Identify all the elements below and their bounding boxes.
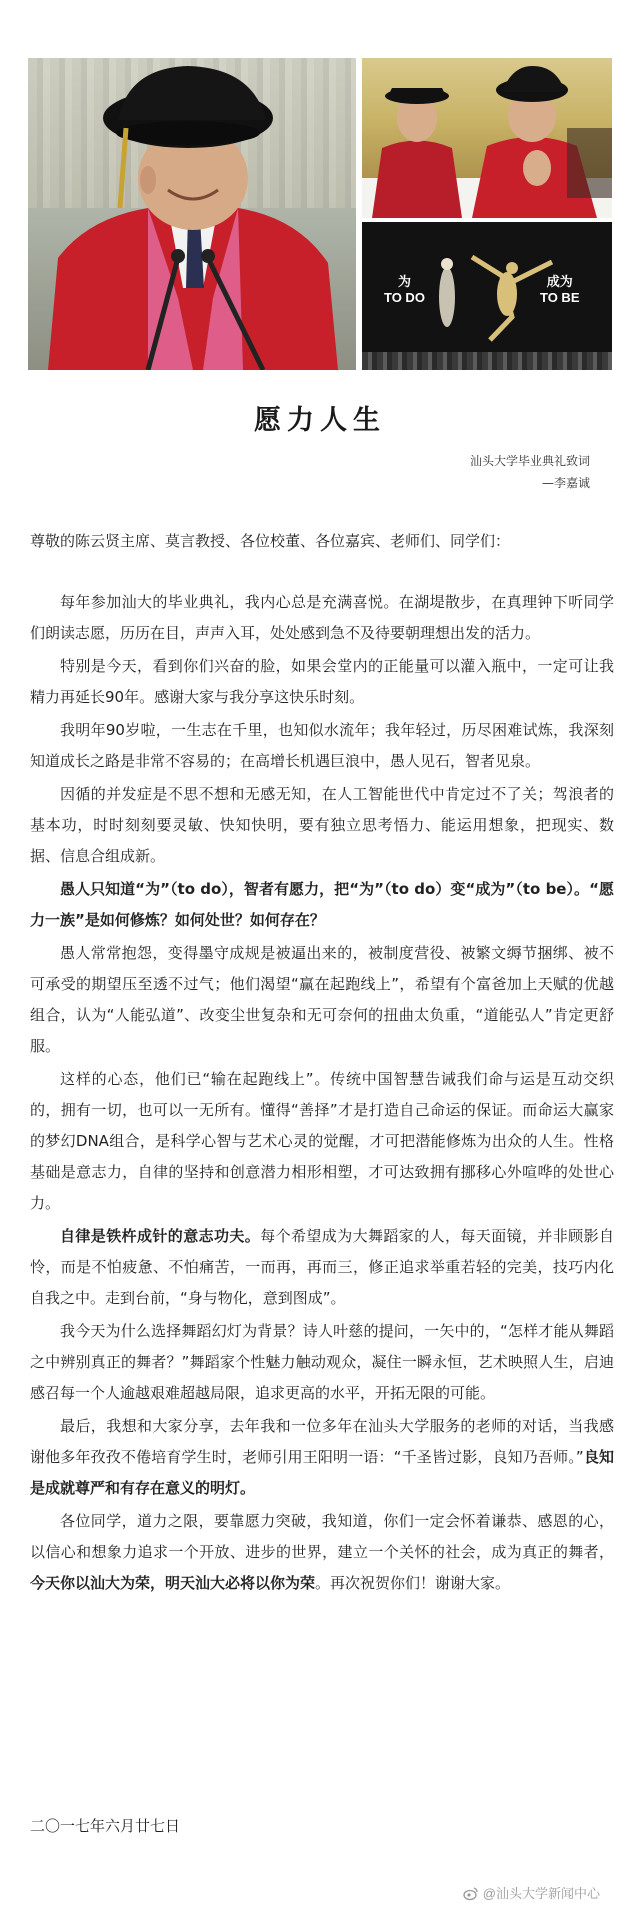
paragraph: 每年参加汕大的毕业典礼，我内心总是充满喜悦。在湖堤散步，在真理钟下听同学们朗读志愿，历历在目，声声入耳，处处感到急不及待要朝理想出发的活力。 bbox=[30, 593, 614, 642]
stage-left-label: 为 TO DO bbox=[384, 274, 425, 305]
speech-occasion: 汕头大学毕业典礼致词 bbox=[469, 454, 590, 468]
speech-body bbox=[30, 587, 614, 1601]
page-title: 愿力人生 bbox=[254, 405, 386, 436]
watermark bbox=[463, 1883, 600, 1902]
paragraph: 自律是铁杵成针的意志功夫。每个希望成为大舞蹈家的人，每天面镜，并非顾影自怜，而是不怕疲惫、不怕痛苦，一而再，再而三，修正追求举重若轻的完美，技巧内化自我之中。走到台前，“身与物化，意到图成”。 bbox=[30, 1227, 614, 1307]
stage-right-label: 成为 TO BE bbox=[540, 274, 580, 305]
paragraph: 因循的并发症是不思不想和无感无知，在人工智能世代中肯定过不了关；驾浪者的基本功，时时刻刻要灵敏、快知快明，要有独立思考悟力、能运用想象，把现实、数据、信息合组成新。 bbox=[30, 785, 614, 865]
weibo-icon bbox=[463, 1885, 479, 1901]
stage-slide-photo bbox=[362, 222, 612, 370]
speech-date: 二〇一七年六月廿七日 bbox=[30, 1817, 181, 1835]
greeting: 尊敬的陈云贤主席、莫言教授、各位校董、各位嘉宾、老师们、同学们： bbox=[30, 532, 511, 550]
paragraph: 我明年90岁啦，一生志在千里，也知似水流年；我年轻过，历尽困难试炼，我深刻知道成长之路是非常不容易的；在高增长机遇巨浪中，愚人见石，智者见泉。 bbox=[30, 721, 614, 770]
speech-attribution bbox=[470, 450, 590, 494]
paragraph: 最后，我想和大家分享，去年我和一位多年在汕头大学服务的老师的对话，当我感谢他多年孜孜不倦培育学生时，老师引用王阳明一语：“千圣皆过影，良知乃吾师。”良知是成就尊严和有存在意义的明灯。 bbox=[30, 1417, 614, 1497]
speaker-photo bbox=[28, 58, 356, 370]
paragraph: 这样的心态，他们已“输在起跑线上”。传统中国智慧告诫我们命与运是互动交织的，拥有一切，也可以一无所有。懂得“善择”才是打造自己命运的保证。而命运大赢家的梦幻DNA组合，是科学心智与艺术心灵的觉醒，才可把潜能修炼为出众的人生。性格基础是意志力，自律的坚持和创意潜力相形相塑，才可达致拥有挪移心外喧哗的处世心力。 bbox=[30, 1070, 614, 1212]
paragraph: 愚人常常抱怨，变得墨守成规是被逼出来的，被制度营役、被繁文缛节捆绑、被不可承受的期望压至透不过气；他们渴望“赢在起跑线上”，希望有个富爸加上天赋的优越组合，认为“人能弘道”、改变尘世复杂和无可奈何的扭曲太负重，“道能弘人”肯定更舒服。 bbox=[30, 944, 614, 1055]
paragraph: 特别是今天，看到你们兴奋的脸，如果会堂内的正能量可以灌入瓶中，一定可让我精力再延长90年。感谢大家与我分享这快乐时刻。 bbox=[30, 657, 614, 706]
paragraph: 各位同学，道力之限，要靠愿力突破，我知道，你们一定会怀着谦恭、感恩的心，以信心和想象力追求一个开放、进步的世界，建立一个关怀的社会，成为真正的舞者，今天你以汕大为荣，明天汕大必将以你为荣。再次祝贺你们！谢谢大家。 bbox=[30, 1512, 614, 1592]
paragraph-emphasis: 愚人只知道“为”（to do），智者有愿力，把“为”（to do）变“成为”（to be）。“愿力一族”是如何修炼？如何处世？如何存在？ bbox=[30, 880, 614, 929]
audience-photo bbox=[362, 58, 612, 218]
watermark-text: @汕头大学新闻中心 bbox=[482, 1886, 600, 1901]
speech-author: —李嘉诚 bbox=[541, 476, 590, 490]
photo-collage bbox=[28, 58, 612, 370]
paragraph: 我今天为什么选择舞蹈幻灯为背景？诗人叶慈的提问，一矢中的，“怎样才能从舞蹈之中辨别真正的舞者？”舞蹈家个性魅力触动观众，凝住一瞬永恒，艺术映照人生，启迪感召每一个人逾越艰难超越局限，追求更高的水平，开拓无限的可能。 bbox=[30, 1322, 614, 1402]
